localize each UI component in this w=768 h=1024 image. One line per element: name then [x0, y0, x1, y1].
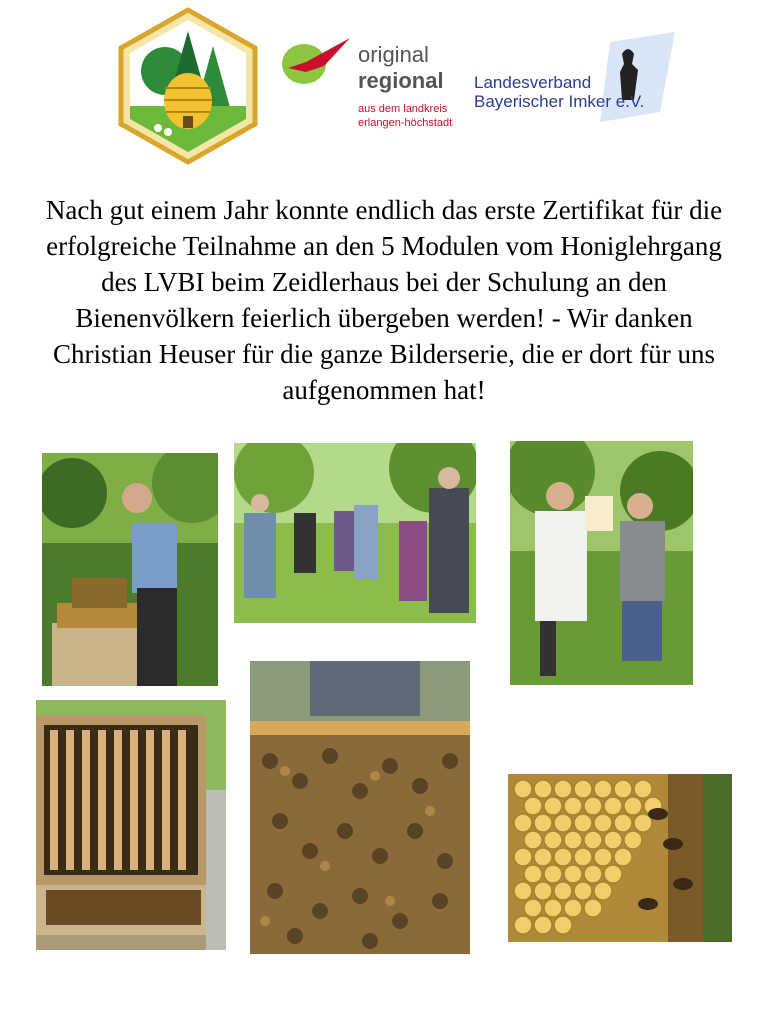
logo-text-regional: regional — [358, 68, 444, 93]
announcement-text: Nach gut einem Jahr konnte endlich das erste Zertifikat für die erfolgreiche Teilnahme an den 5 Modulen vom Honiglehrgang des LVBI beim Zeidlerhaus bei der Schulung an den Bienenvölkern feierlich übergeben werden! - Wir danken Christian Heuser für die ganze Bilderserie, die er dort für uns aufgenommen hat! — [45, 195, 723, 405]
lvbi-logo — [470, 32, 680, 122]
checkmark-swoosh-icon — [280, 36, 356, 86]
original-regional-logo — [280, 28, 460, 138]
photo-certificate-handover — [510, 441, 693, 685]
photo-open-hive-frames — [36, 700, 226, 950]
logo-subtext-1: aus dem landkreis — [358, 103, 448, 115]
photo-bees-on-comb — [250, 661, 470, 954]
hexagon-beehive-logo — [113, 6, 263, 166]
photo-beekeeper-with-frame — [42, 453, 218, 686]
logo-text-original: original — [358, 42, 429, 67]
logo-subtext-2: erlangen-höchstadt — [358, 117, 453, 129]
logo-text-bayerischer-imker: Bayerischer Imker e.V. — [474, 92, 645, 111]
logo-text-landesverband: Landesverband — [474, 73, 592, 92]
photo-group-in-field — [234, 443, 476, 623]
photo-honeycomb-closeup — [508, 774, 732, 942]
